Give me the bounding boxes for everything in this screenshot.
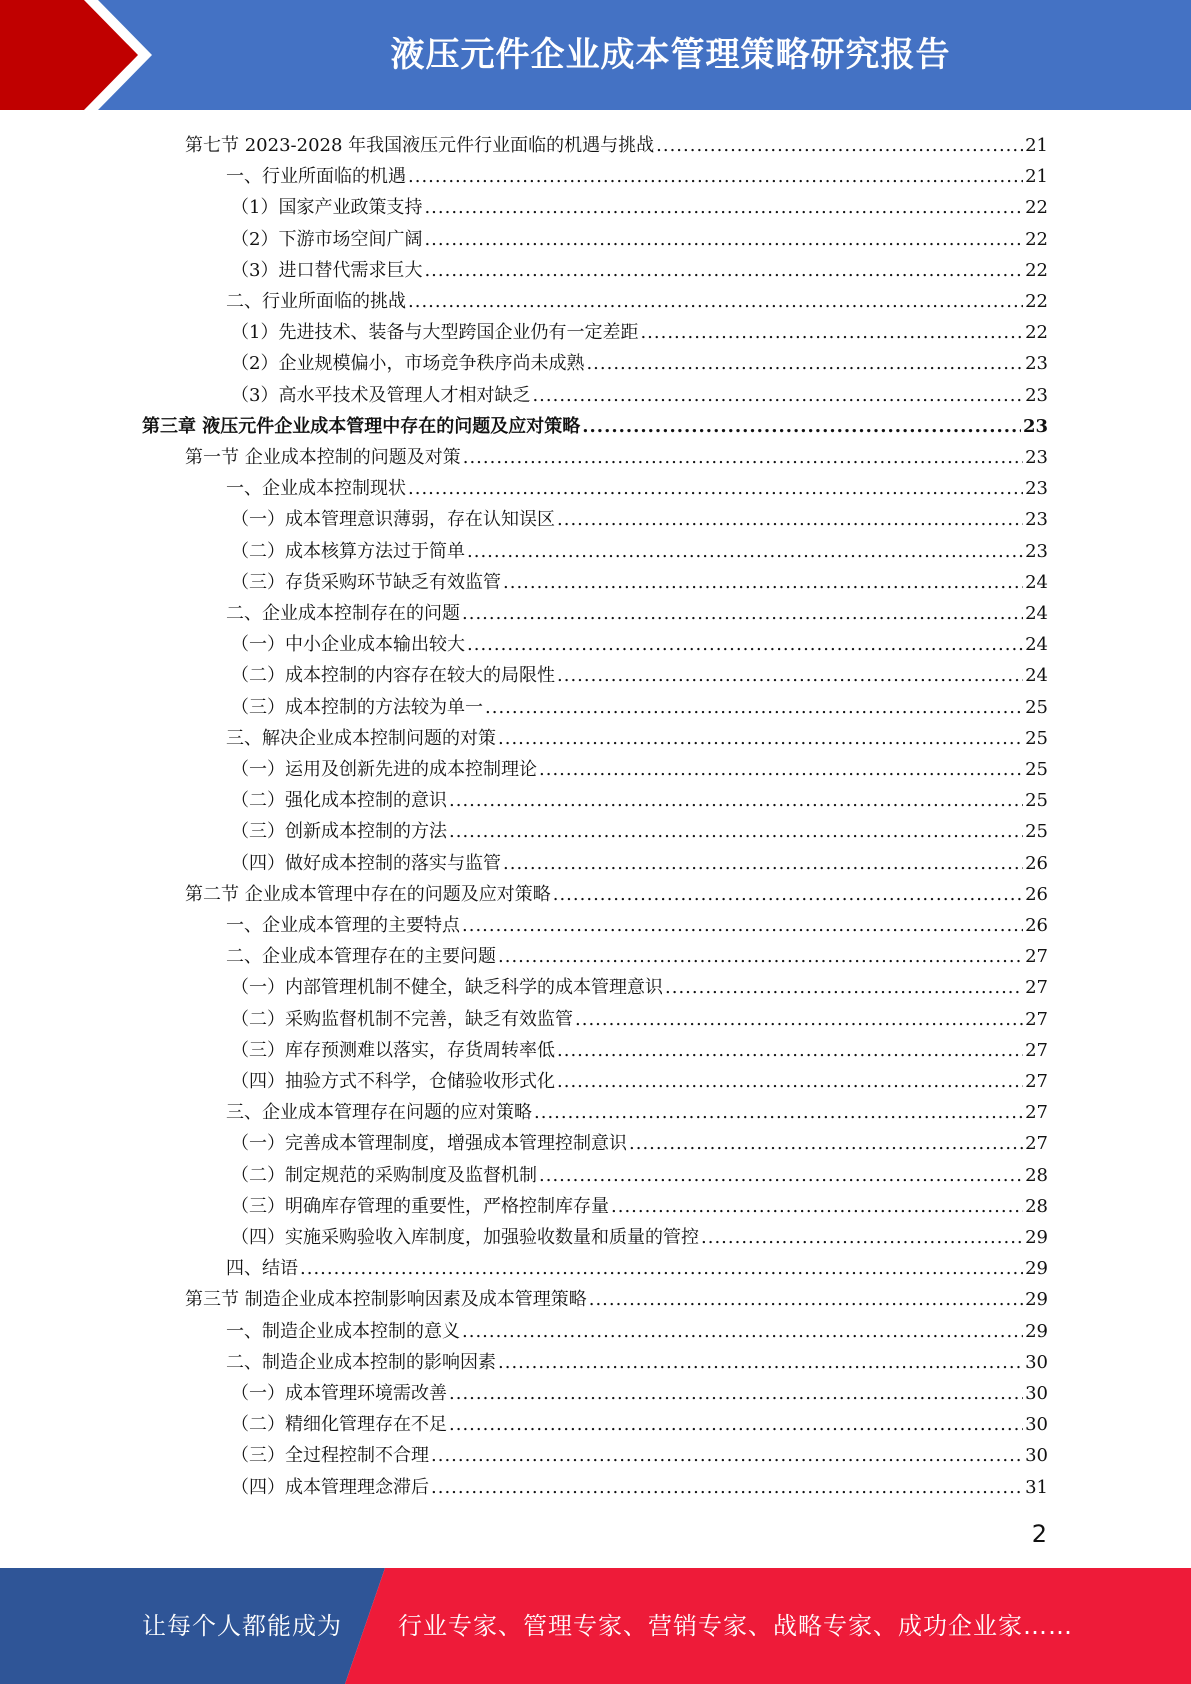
toc-entry-page: 25 bbox=[1025, 759, 1048, 780]
toc-leader-dots bbox=[539, 759, 1023, 781]
toc-leader-dots bbox=[629, 1133, 1023, 1155]
toc-leader-dots bbox=[532, 385, 1023, 407]
toc-entry[interactable] bbox=[226, 469, 1048, 500]
toc-entry-title: 一、行业所面临的机遇 bbox=[226, 166, 406, 188]
toc-leader-dots bbox=[449, 790, 1023, 812]
footer-slogan-right: 行业专家、管理专家、营销专家、战略专家、成功企业家…… bbox=[398, 1612, 1073, 1640]
toc-leader-dots bbox=[485, 697, 1023, 719]
toc-entry-page: 30 bbox=[1025, 1445, 1048, 1467]
toc-leader-dots bbox=[665, 977, 1023, 999]
toc-entry[interactable] bbox=[226, 594, 1048, 625]
toc-entry[interactable] bbox=[231, 1124, 1048, 1155]
toc-entry-title: 第一节 企业成本控制的问题及对策 bbox=[185, 447, 461, 468]
toc-entry[interactable] bbox=[231, 1468, 1048, 1499]
toc-leader-dots bbox=[498, 1352, 1023, 1374]
toc-entry-page: 21 bbox=[1025, 166, 1048, 188]
toc-entry[interactable] bbox=[231, 563, 1048, 594]
toc-entry[interactable] bbox=[231, 844, 1048, 875]
toc-leader-dots bbox=[656, 135, 1023, 157]
toc-leader-dots bbox=[498, 946, 1023, 968]
toc-leader-dots bbox=[449, 1383, 1023, 1405]
toc-entry[interactable] bbox=[231, 220, 1048, 251]
toc-entry-title: （四）成本管理理念滞后 bbox=[231, 1476, 429, 1498]
toc-entry-page: 21 bbox=[1025, 135, 1048, 156]
toc-leader-dots bbox=[582, 416, 1021, 438]
toc-entry-title: （三）创新成本控制的方法 bbox=[231, 821, 447, 843]
toc-entry[interactable] bbox=[231, 812, 1048, 843]
toc-entry[interactable] bbox=[185, 438, 1048, 469]
toc-entry-page: 22 bbox=[1025, 291, 1048, 312]
toc-entry-title: （一）运用及创新先进的成本控制理论 bbox=[231, 759, 537, 780]
toc-leader-dots bbox=[586, 353, 1023, 375]
footer-slogan-left: 让每个人都能成为 bbox=[142, 1612, 342, 1640]
toc-leader-dots bbox=[640, 322, 1023, 344]
toc-entry-title: （二）制定规范的采购制度及监督机制 bbox=[231, 1164, 537, 1186]
toc-entry-title: （1）国家产业政策支持 bbox=[231, 197, 423, 219]
toc-leader-dots bbox=[557, 509, 1023, 531]
toc-entry[interactable] bbox=[226, 906, 1048, 937]
toc-leader-dots bbox=[557, 1071, 1023, 1093]
toc-entry[interactable] bbox=[185, 875, 1048, 906]
header-arrow-decoration bbox=[0, 0, 160, 110]
toc-entry-title: （二）成本核算方法过于简单 bbox=[231, 540, 465, 562]
toc-leader-dots bbox=[539, 1165, 1023, 1187]
toc-entry-title: （2）企业规模偏小，市场竞争秩序尚未成熟 bbox=[231, 353, 585, 375]
document-title: 液压元件企业成本管理策略研究报告 bbox=[390, 35, 951, 75]
toc-entry-title: 四、结语 bbox=[226, 1258, 298, 1280]
toc-leader-dots bbox=[449, 1414, 1023, 1436]
toc-entry-page: 27 bbox=[1025, 1133, 1048, 1155]
toc-leader-dots bbox=[431, 1477, 1023, 1499]
toc-entry-title: 三、企业成本管理存在问题的应对策略 bbox=[226, 1102, 532, 1124]
toc-entry-title: （一）完善成本管理制度，增强成本管理控制意识 bbox=[231, 1133, 627, 1155]
toc-entry[interactable] bbox=[231, 313, 1048, 344]
toc-leader-dots bbox=[553, 884, 1023, 906]
toc-leader-dots bbox=[467, 634, 1023, 656]
toc-leader-dots bbox=[463, 447, 1023, 469]
toc-entry[interactable] bbox=[231, 188, 1048, 219]
toc-entry[interactable] bbox=[226, 1093, 1048, 1124]
toc-entry-page: 27 bbox=[1025, 977, 1048, 999]
toc-leader-dots bbox=[449, 821, 1023, 843]
toc-entry-page: 22 bbox=[1025, 322, 1048, 344]
toc-leader-dots bbox=[589, 1289, 1023, 1311]
toc-entry-page: 23 bbox=[1025, 540, 1048, 562]
toc-leader-dots bbox=[534, 1102, 1023, 1124]
toc-entry-title: 二、行业所面临的挑战 bbox=[226, 291, 406, 312]
toc-entry-page: 30 bbox=[1025, 1414, 1048, 1436]
toc-entry-page: 26 bbox=[1025, 852, 1048, 874]
toc-entry-title: （三）明确库存管理的重要性，严格控制库存量 bbox=[231, 1195, 609, 1217]
toc-entry-title: （二）强化成本控制的意识 bbox=[231, 790, 447, 812]
toc-entry[interactable] bbox=[226, 157, 1048, 188]
toc-entry-page: 24 bbox=[1025, 634, 1048, 656]
toc-entry-page: 23 bbox=[1025, 353, 1048, 375]
toc-entry[interactable] bbox=[231, 1436, 1048, 1467]
toc-leader-dots bbox=[300, 1258, 1023, 1280]
toc-entry-title: （1）先进技术、装备与大型跨国企业仍有一定差距 bbox=[231, 322, 639, 344]
toc-entry[interactable] bbox=[226, 719, 1048, 750]
toc-entry[interactable] bbox=[185, 1280, 1048, 1311]
toc-entry[interactable] bbox=[226, 1312, 1048, 1343]
toc-entry[interactable] bbox=[226, 282, 1048, 313]
toc-entry-title: 第二节 企业成本管理中存在的问题及应对策略 bbox=[185, 883, 551, 905]
toc-entry[interactable] bbox=[231, 1156, 1048, 1187]
toc-entry-page: 23 bbox=[1025, 384, 1048, 406]
toc-entry-page: 24 bbox=[1025, 665, 1048, 687]
toc-leader-dots bbox=[611, 1196, 1023, 1218]
toc-entry-title: 二、企业成本管理存在的主要问题 bbox=[226, 946, 496, 968]
toc-entry-title: （三）库存预测难以落实，存货周转率低 bbox=[231, 1039, 555, 1061]
toc-leader-dots bbox=[431, 1445, 1023, 1467]
toc-entry[interactable] bbox=[231, 1405, 1048, 1436]
toc-entry[interactable] bbox=[231, 625, 1048, 656]
toc-entry-page: 24 bbox=[1025, 571, 1048, 593]
toc-entry-page: 22 bbox=[1025, 259, 1048, 281]
toc-entry[interactable] bbox=[231, 1187, 1048, 1218]
toc-entry-title: （二）采购监督机制不完善，缺乏有效监管 bbox=[231, 1008, 573, 1030]
toc-entry-page: 25 bbox=[1025, 696, 1048, 718]
toc-entry[interactable] bbox=[231, 344, 1048, 375]
toc-entry-title: （3）高水平技术及管理人才相对缺乏 bbox=[231, 384, 531, 406]
toc-leader-dots bbox=[503, 572, 1023, 594]
toc-entry-page: 23 bbox=[1025, 447, 1048, 468]
toc-leader-dots bbox=[462, 1321, 1023, 1343]
toc-entry[interactable] bbox=[231, 688, 1048, 719]
toc-entry[interactable] bbox=[185, 126, 1048, 157]
toc-entry-page: 27 bbox=[1025, 1071, 1048, 1092]
toc-entry-page: 29 bbox=[1025, 1289, 1048, 1311]
toc-entry-title: 一、企业成本管理的主要特点 bbox=[226, 915, 460, 936]
toc-entry-page: 24 bbox=[1025, 603, 1048, 624]
toc-entry-title: （四）实施采购验收入库制度，加强验收数量和质量的管控 bbox=[231, 1227, 699, 1248]
toc-entry[interactable] bbox=[231, 1218, 1048, 1249]
toc-entry-title: （一）内部管理机制不健全，缺乏科学的成本管理意识 bbox=[231, 977, 663, 999]
toc-entry-page: 27 bbox=[1025, 1008, 1048, 1030]
toc-entry-page: 30 bbox=[1025, 1383, 1048, 1404]
toc-entry-title: （四）做好成本控制的落实与监管 bbox=[231, 852, 501, 874]
toc-entry[interactable] bbox=[142, 407, 1048, 438]
toc-entry-page: 23 bbox=[1025, 478, 1048, 500]
toc-leader-dots bbox=[408, 166, 1023, 188]
toc-entry-page: 27 bbox=[1025, 1039, 1048, 1061]
toc-leader-dots bbox=[498, 728, 1023, 750]
toc-entry-page: 29 bbox=[1025, 1258, 1048, 1280]
toc-entry-title: （三）存货采购环节缺乏有效监管 bbox=[231, 571, 501, 593]
footer-banner bbox=[0, 1568, 1191, 1684]
page-number: 2 bbox=[1031, 1520, 1047, 1548]
toc-leader-dots bbox=[557, 1040, 1023, 1062]
toc-entry-page: 27 bbox=[1025, 1102, 1048, 1124]
header-bar bbox=[0, 0, 1191, 110]
toc-leader-dots bbox=[424, 229, 1023, 251]
toc-entry-page: 26 bbox=[1025, 883, 1048, 905]
toc-entry-page: 28 bbox=[1025, 1164, 1048, 1186]
toc-entry-title: （三）成本控制的方法较为单一 bbox=[231, 696, 483, 718]
toc-leader-dots bbox=[467, 541, 1023, 563]
toc-entry-page: 22 bbox=[1025, 228, 1048, 250]
toc-entry-page: 23 bbox=[1022, 415, 1048, 437]
toc-entry-title: 二、企业成本控制存在的问题 bbox=[226, 603, 460, 624]
toc-leader-dots bbox=[408, 478, 1023, 500]
toc-entry-title: （二）精细化管理存在不足 bbox=[231, 1414, 447, 1436]
toc-leader-dots bbox=[575, 1009, 1023, 1031]
toc-entry-title: 第三章 液压元件企业成本管理中存在的问题及应对策略 bbox=[142, 415, 581, 437]
toc-entry[interactable] bbox=[231, 1000, 1048, 1031]
toc-entry-title: （二）成本控制的内容存在较大的局限性 bbox=[231, 665, 555, 687]
toc-entry-title: （一）中小企业成本输出较大 bbox=[231, 634, 465, 656]
toc-leader-dots bbox=[701, 1227, 1023, 1249]
toc-entry[interactable] bbox=[231, 532, 1048, 563]
toc-entry[interactable] bbox=[231, 251, 1048, 282]
toc-entry-page: 28 bbox=[1025, 1195, 1048, 1217]
toc-entry[interactable] bbox=[231, 1374, 1048, 1405]
toc-entry-title: （三）全过程控制不合理 bbox=[231, 1445, 429, 1467]
toc-entry[interactable] bbox=[231, 1031, 1048, 1062]
toc-entry[interactable] bbox=[231, 376, 1048, 407]
toc-leader-dots bbox=[462, 603, 1023, 625]
toc-entry-title: 一、企业成本控制现状 bbox=[226, 478, 406, 500]
toc-entry-page: 31 bbox=[1025, 1476, 1048, 1498]
toc-entry-page: 27 bbox=[1025, 946, 1048, 968]
toc-entry-title: （3）进口替代需求巨大 bbox=[231, 259, 423, 281]
toc-entry[interactable] bbox=[226, 1343, 1048, 1374]
toc-entry-title: （一）成本管理环境需改善 bbox=[231, 1383, 447, 1404]
toc-entry[interactable] bbox=[226, 937, 1048, 968]
toc-entry-title: （四）抽验方式不科学，仓储验收形式化 bbox=[231, 1071, 555, 1092]
toc-entry-page: 26 bbox=[1025, 915, 1048, 936]
toc-entry[interactable] bbox=[226, 1249, 1048, 1280]
toc-leader-dots bbox=[424, 260, 1023, 282]
toc-entry-page: 23 bbox=[1025, 509, 1048, 531]
toc-entry-title: （2）下游市场空间广阔 bbox=[231, 228, 423, 250]
toc-leader-dots bbox=[408, 291, 1023, 313]
toc-entry[interactable] bbox=[231, 750, 1048, 781]
toc-entry-page: 29 bbox=[1025, 1227, 1048, 1248]
toc-entry-page: 22 bbox=[1025, 197, 1048, 219]
toc-entry-title: 三、解决企业成本控制问题的对策 bbox=[226, 727, 496, 749]
toc-entry-title: （一）成本管理意识薄弱，存在认知误区 bbox=[231, 509, 555, 531]
toc-entry-title: 二、制造企业成本控制的影响因素 bbox=[226, 1351, 496, 1373]
toc-entry-page: 30 bbox=[1025, 1351, 1048, 1373]
toc-entry[interactable] bbox=[231, 656, 1048, 687]
toc-leader-dots bbox=[503, 853, 1023, 875]
toc-entry[interactable] bbox=[231, 968, 1048, 999]
toc-leader-dots bbox=[424, 197, 1023, 219]
toc-entry-title: 第七节 2023-2028 年我国液压元件行业面临的机遇与挑战 bbox=[185, 135, 655, 156]
toc-leader-dots bbox=[557, 665, 1023, 687]
toc-entry-title: 一、制造企业成本控制的意义 bbox=[226, 1320, 460, 1342]
toc-entry[interactable] bbox=[231, 500, 1048, 531]
toc-entry[interactable] bbox=[231, 781, 1048, 812]
toc-entry-page: 25 bbox=[1025, 821, 1048, 843]
toc-entry-page: 25 bbox=[1025, 790, 1048, 812]
toc-leader-dots bbox=[462, 915, 1023, 937]
toc-entry-page: 25 bbox=[1025, 727, 1048, 749]
toc-entry[interactable] bbox=[231, 1062, 1048, 1093]
toc-entry-title: 第三节 制造企业成本控制影响因素及成本管理策略 bbox=[185, 1289, 587, 1311]
toc-entry-page: 29 bbox=[1025, 1320, 1048, 1342]
